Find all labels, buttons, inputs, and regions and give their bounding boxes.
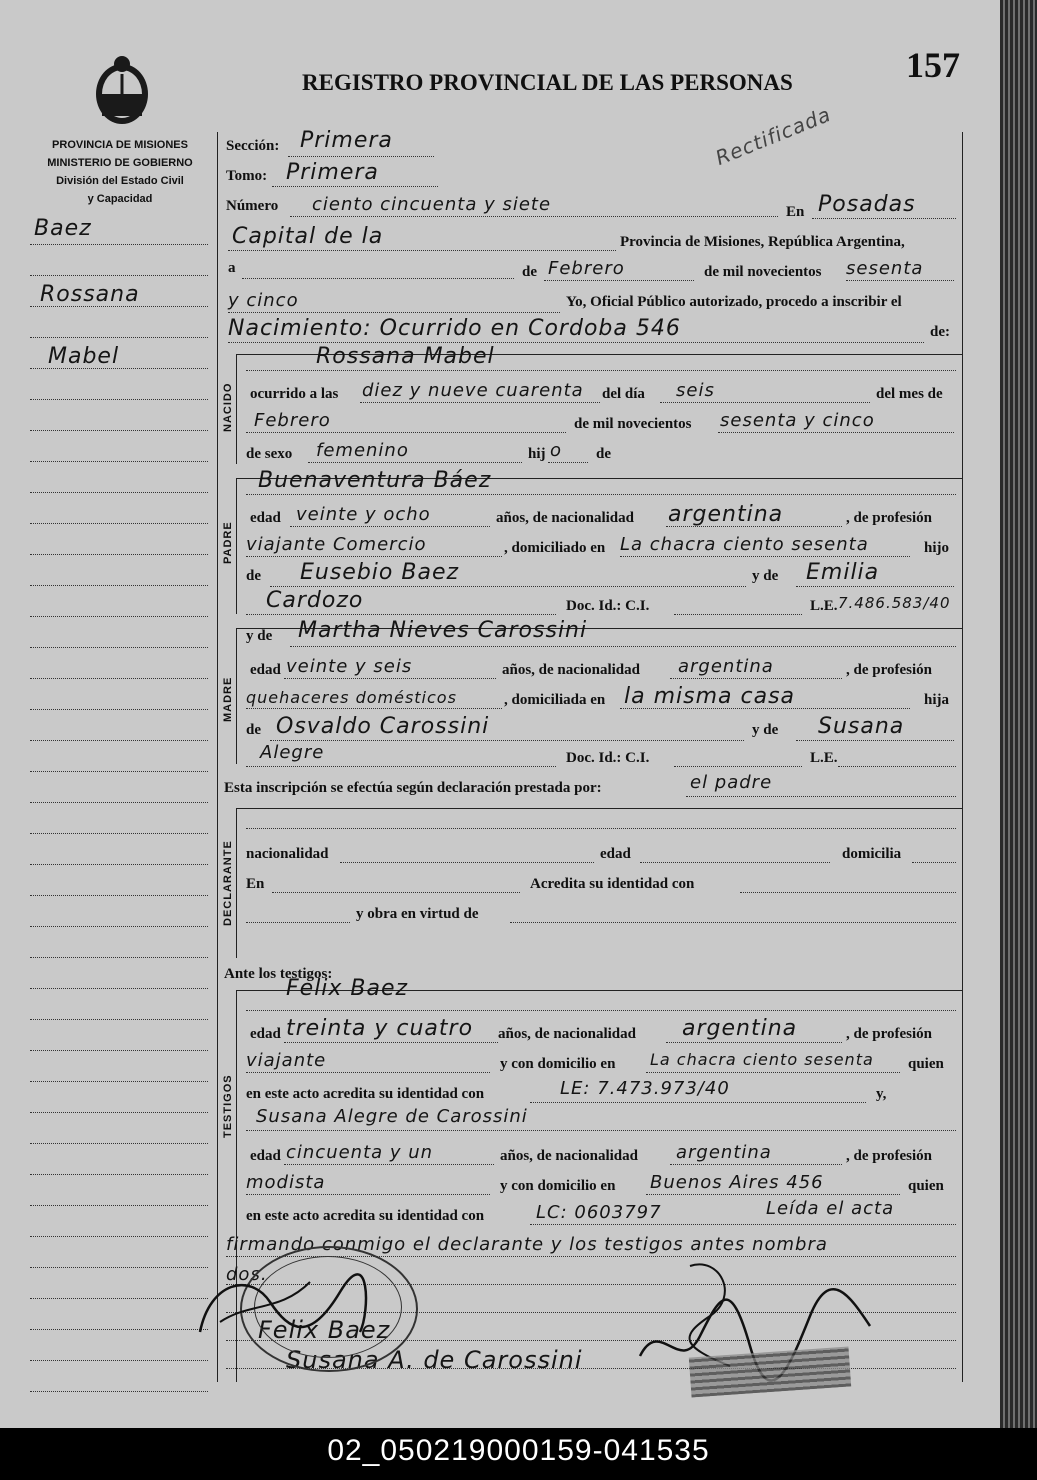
province-label: PROVINCIA DE MISIONES bbox=[52, 139, 188, 151]
left-margin-line bbox=[30, 1298, 208, 1299]
padre-le-value: 7.486.583/40 bbox=[838, 594, 951, 612]
provincia-label: Provincia de Misiones, República Argentina, bbox=[620, 234, 905, 250]
madre-dom-value: la misma casa bbox=[624, 684, 796, 709]
division-label: División del Estado Civil bbox=[56, 175, 184, 187]
decl-obra-label: y obra en virtud de bbox=[356, 906, 479, 922]
padre-madre1-value: Emilia bbox=[806, 560, 880, 585]
t1-acto-label: en este acto acredita su identidad con bbox=[246, 1086, 485, 1102]
madre-nac-value: argentina bbox=[678, 656, 774, 677]
signature-felix: Felix Baez bbox=[258, 1316, 391, 1344]
anio-value: sesenta bbox=[846, 258, 924, 279]
seccion-value: Primera bbox=[300, 128, 393, 153]
left-margin-line bbox=[30, 337, 208, 338]
dia-mes-value: Febrero bbox=[548, 258, 625, 279]
madre-madre2-value: Alegre bbox=[260, 742, 325, 763]
ante-label: Ante los testigos: bbox=[224, 966, 333, 982]
left-margin-line bbox=[30, 523, 208, 524]
left-margin-line bbox=[30, 895, 208, 896]
left-margin-line bbox=[30, 864, 208, 865]
padre-hijo-label: hijo bbox=[924, 540, 950, 556]
left-margin-line bbox=[30, 275, 208, 276]
left-margin-line bbox=[30, 1081, 208, 1082]
testigos-label: TESTIGOS bbox=[222, 1074, 234, 1138]
t1-dom-label: y con domicilio en bbox=[500, 1056, 616, 1072]
del-dia-label: del día bbox=[602, 386, 645, 402]
de-colon-label: de: bbox=[930, 324, 950, 340]
padre-anos-label: años, de nacionalidad bbox=[496, 510, 634, 526]
left-margin-line bbox=[30, 802, 208, 803]
decl-nac-label: nacionalidad bbox=[246, 846, 329, 862]
t2-extra-value: Leída el acta bbox=[766, 1198, 895, 1219]
footer-code: 02_050219000159-041535 bbox=[0, 1428, 1037, 1480]
left-margin-line bbox=[30, 1236, 208, 1237]
left-margin-line bbox=[30, 678, 208, 679]
tomo-value: Primera bbox=[286, 160, 379, 185]
tomo-label: Tomo: bbox=[226, 168, 268, 184]
left-margin-line bbox=[30, 1329, 208, 1330]
padre-edad-label: edad bbox=[250, 510, 281, 526]
madre-padre-value: Osvaldo Carossini bbox=[276, 714, 490, 739]
padre-nac-value: argentina bbox=[668, 502, 784, 527]
numero-label: Número bbox=[226, 198, 279, 214]
en-label: En bbox=[786, 204, 805, 220]
left-margin-line bbox=[30, 833, 208, 834]
left-margin-line bbox=[30, 1174, 208, 1175]
madre-de-label: de bbox=[246, 722, 261, 738]
padre-doc-label: Doc. Id.: C.I. bbox=[566, 598, 650, 614]
left-margin-line bbox=[30, 1360, 208, 1361]
left-border bbox=[217, 132, 218, 1382]
nombre-value: Rossana Mabel bbox=[316, 344, 495, 369]
padre-prof-label: , de profesión bbox=[846, 510, 932, 526]
left-margin-line bbox=[30, 1019, 208, 1020]
left-margin-line bbox=[30, 771, 208, 772]
page-title: REGISTRO PROVINCIAL DE LAS PERSONAS bbox=[302, 70, 793, 95]
t1-edad-label: edad bbox=[250, 1026, 281, 1042]
madre-prof-value: quehaceres domésticos bbox=[246, 688, 457, 707]
left-margin-line bbox=[30, 926, 208, 927]
t2-dom-value: Buenos Aires 456 bbox=[650, 1172, 824, 1193]
rectificada-annotation: Rectificada bbox=[711, 101, 835, 171]
a-label: a bbox=[228, 260, 236, 276]
madre-nombre-value: Martha Nieves Carossini bbox=[298, 618, 588, 643]
madre-edad-value: veinte y seis bbox=[286, 656, 413, 677]
t2-quien-label: quien bbox=[908, 1178, 944, 1194]
left-margin-line bbox=[30, 740, 208, 741]
ministry-label: MINISTERIO DE GOBIERNO bbox=[47, 157, 193, 169]
t2-edad-label: edad bbox=[250, 1148, 281, 1164]
decl-edad-label: edad bbox=[600, 846, 631, 862]
left-margin-line bbox=[30, 1050, 208, 1051]
t1-anos-label: años, de nacionalidad bbox=[498, 1026, 636, 1042]
padre-le-label: L.E. bbox=[810, 598, 838, 614]
left-margin-line bbox=[30, 988, 208, 989]
ocurrido-label: ocurrido a las bbox=[250, 386, 339, 402]
mes-value: Febrero bbox=[254, 410, 331, 431]
left-margin-line bbox=[30, 1112, 208, 1113]
de-label: de bbox=[522, 264, 537, 280]
madre-prof-label: , de profesión bbox=[846, 662, 932, 678]
del-mes-label: del mes de bbox=[876, 386, 943, 402]
left-margin-line bbox=[30, 585, 208, 586]
left-surname: Baez bbox=[34, 216, 92, 241]
madre-label: MADRE bbox=[222, 676, 234, 722]
left-margin-line bbox=[30, 430, 208, 431]
left-margin-line bbox=[30, 957, 208, 958]
left-margin-line bbox=[30, 616, 208, 617]
t2-doc-value: LC: 0603797 bbox=[536, 1202, 662, 1223]
de-hij-label: de bbox=[596, 446, 611, 462]
left-margin-line bbox=[30, 1267, 208, 1268]
padre-yde-label: y de bbox=[752, 568, 779, 584]
madre-dom-label: , domiciliada en bbox=[504, 692, 606, 708]
t2-acto-label: en este acto acredita su identidad con bbox=[246, 1208, 485, 1224]
t2-dom-label: y con domicilio en bbox=[500, 1178, 616, 1194]
t1-nombre-value: Felix Baez bbox=[286, 976, 409, 1001]
sexo-label: de sexo bbox=[246, 446, 293, 462]
declarante-bar bbox=[236, 808, 237, 958]
decl-acredita-label: Acredita su identidad con bbox=[530, 876, 695, 892]
coat-of-arms-icon bbox=[90, 52, 154, 132]
left-margin-line bbox=[30, 306, 208, 307]
t1-y-label: y, bbox=[876, 1086, 887, 1102]
padre-edad-value: veinte y ocho bbox=[296, 504, 431, 525]
padre-nombre-value: Buenaventura Báez bbox=[258, 468, 492, 493]
madre-le-label: L.E. bbox=[810, 750, 838, 766]
right-border bbox=[962, 132, 963, 1382]
page-number: 157 bbox=[906, 45, 960, 85]
nacido-bar bbox=[236, 354, 237, 464]
t2-prof-value: modista bbox=[246, 1172, 326, 1193]
oficial-label: Yo, Oficial Público autorizado, procedo a inscribir el bbox=[566, 294, 902, 310]
t1-doc-value: LE: 7.473.973/40 bbox=[560, 1078, 730, 1099]
hij-value: o bbox=[550, 440, 563, 461]
madre-anos-label: años, de nacionalidad bbox=[502, 662, 640, 678]
declarante-top bbox=[236, 808, 962, 809]
t2-prof-label: , de profesión bbox=[846, 1148, 932, 1164]
madre-edad-label: edad bbox=[250, 662, 281, 678]
de-mil-label: de mil novecientos bbox=[704, 264, 822, 280]
padre-padre-value: Eusebio Baez bbox=[300, 560, 460, 585]
declarante-value: el padre bbox=[690, 772, 773, 793]
dia-value: seis bbox=[676, 380, 715, 401]
padre-dom-label: , domiciliado en bbox=[504, 540, 606, 556]
firma-line2-value: dos. bbox=[226, 1264, 268, 1285]
left-margin-line bbox=[30, 709, 208, 710]
left-margin-line bbox=[30, 1143, 208, 1144]
firma-line-value: firmando conmigo el declarante y los testigos antes nombra bbox=[226, 1234, 828, 1255]
t1-dom-value: La chacra ciento sesenta bbox=[650, 1050, 874, 1069]
t1-quien-label: quien bbox=[908, 1056, 944, 1072]
madre-madre1-value: Susana bbox=[818, 714, 905, 739]
sexo-value: femenino bbox=[316, 440, 409, 461]
padre-dom-value: La chacra ciento sesenta bbox=[620, 534, 869, 555]
inscripcion-label: Esta inscripción se efectúa según declaración prestada por: bbox=[224, 780, 602, 796]
padre-bar bbox=[236, 478, 237, 614]
left-margin-line bbox=[30, 399, 208, 400]
padre-prof-value: viajante Comercio bbox=[246, 534, 427, 555]
left-header bbox=[30, 136, 210, 208]
anio-nac-value: sesenta y cinco bbox=[720, 410, 875, 431]
capacity-label: y Capacidad bbox=[87, 193, 153, 205]
capital-value: Capital de la bbox=[232, 224, 384, 249]
signature-susana: Susana A. de Carossini bbox=[286, 1346, 583, 1374]
t1-nac-value: argentina bbox=[682, 1016, 798, 1041]
left-margin-line bbox=[30, 492, 208, 493]
decl-domicilia-label: domicilia bbox=[842, 846, 902, 862]
madre-yde-label: y de bbox=[246, 628, 273, 644]
padre-de-label: de bbox=[246, 568, 261, 584]
padre-madre2-value: Cardozo bbox=[266, 588, 364, 613]
madre-bar bbox=[236, 628, 237, 764]
madre-hija-label: hija bbox=[924, 692, 950, 708]
numero-value: ciento cincuenta y siete bbox=[312, 194, 552, 215]
nacido-label: NACIDO bbox=[222, 382, 234, 432]
seccion-label: Sección: bbox=[226, 138, 280, 154]
hij-label: hij bbox=[528, 446, 546, 462]
t1-edad-value: treinta y cuatro bbox=[286, 1016, 474, 1041]
en-value: Posadas bbox=[818, 192, 916, 217]
anio2-value: y cinco bbox=[228, 290, 299, 311]
t2-nombre-value: Susana Alegre de Carossini bbox=[256, 1106, 528, 1127]
left-first-name: Rossana bbox=[40, 282, 140, 307]
left-second-name: Mabel bbox=[48, 344, 120, 369]
left-margin-line bbox=[30, 368, 208, 369]
declarante-label: DECLARANTE bbox=[222, 840, 234, 926]
decl-en-label: En bbox=[246, 876, 265, 892]
t1-prof-value: viajante bbox=[246, 1050, 327, 1071]
book-edge bbox=[1000, 0, 1037, 1428]
left-margin-line bbox=[30, 1205, 208, 1206]
madre-yde2-label: y de bbox=[752, 722, 779, 738]
left-margin-line bbox=[30, 1391, 208, 1392]
left-margin-line bbox=[30, 461, 208, 462]
madre-doc-label: Doc. Id.: C.I. bbox=[566, 750, 650, 766]
officer-scribble-icon bbox=[190, 1262, 380, 1352]
acta-tipo-value: Nacimiento: Ocurrido en Cordoba 546 bbox=[228, 316, 681, 341]
t1-prof-label: , de profesión bbox=[846, 1026, 932, 1042]
left-margin-line bbox=[30, 554, 208, 555]
de-mil2-label: de mil novecientos bbox=[574, 416, 692, 432]
hora-value: diez y nueve cuarenta bbox=[362, 380, 584, 401]
left-margin-line bbox=[30, 647, 208, 648]
t2-nac-value: argentina bbox=[676, 1142, 772, 1163]
padre-label: PADRE bbox=[222, 521, 234, 564]
t2-edad-value: cincuenta y un bbox=[286, 1142, 434, 1163]
t2-anos-label: años, de nacionalidad bbox=[500, 1148, 638, 1164]
left-margin-line bbox=[30, 244, 208, 245]
